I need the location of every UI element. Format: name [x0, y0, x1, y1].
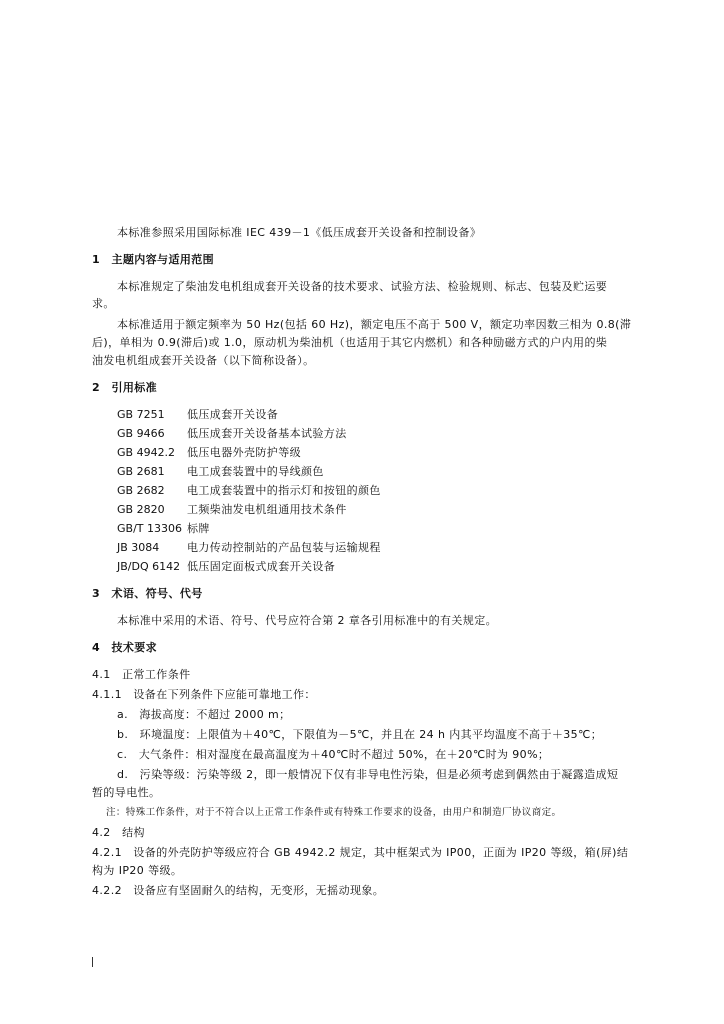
section-1-paragraph-1-line-1: 本标准规定了柴油发电机组成套开关设备的技术要求、试验方法、检验规则、标志、包装及贮运要 [117, 280, 608, 293]
condition-b: b. 环境温度：上限值为＋40℃，下限值为－5℃，并且在 24 h 内其平均温度不高于＋35℃； [117, 728, 603, 741]
section-1-paragraph-2-line-3: 油发电机组成套开关设备（以下简称设备）。 [92, 354, 315, 367]
reference-title: 标牌 [187, 522, 210, 535]
reference-title: 低压电器外壳防护等级 [187, 446, 301, 459]
reference-code: GB 7251 [117, 408, 165, 421]
reference-title: 低压固定面板式成套开关设备 [187, 560, 336, 573]
note-text: 注：特殊工作条件，对于不符合以上正常工作条件或有特殊工作要求的设备，由用户和制造厂协议商定。 [106, 807, 562, 818]
section-1-paragraph-2-line-2: 后)，单相为 0.9(滞后)或 1.0，原动机为柴油机（也适用于其它内燃机）和各种励磁方式的户内用的柴 [92, 336, 608, 349]
reference-code: GB 4942.2 [117, 446, 176, 459]
section-1-heading: 1 主题内容与适用范围 [92, 253, 215, 266]
condition-d-line-1: d. 污染等级：污染等级 2，即一般情况下仅有非导电性污染，但是必须考虑到偶然由于凝露造成短 [117, 768, 619, 781]
reference-title: 工频柴油发电机组通用技术条件 [187, 503, 347, 516]
reference-code: GB 2681 [117, 465, 165, 478]
section-1-paragraph-1-line-2: 求。 [92, 297, 115, 310]
clause-4-2-1-line-1: 4.2.1 设备的外壳防护等级应符合 GB 4942.2 规定，其中框架式为 IP00，正面为 IP20 等级，箱(屏)结 [92, 846, 629, 859]
condition-a: a. 海拔高度：不超过 2000 m； [117, 708, 291, 721]
subsection-4-2-heading: 4.2 结构 [92, 826, 145, 839]
reference-title: 电工成套装置中的导线颜色 [187, 465, 324, 478]
reference-code: JB 3084 [117, 541, 160, 554]
clause-4-2-1-line-2: 构为 IP20 等级。 [92, 864, 183, 877]
reference-code: GB 9466 [117, 427, 165, 440]
section-1-paragraph-2-line-1: 本标准适用于额定频率为 50 Hz(包括 60 Hz)，额定电压不高于 500 V，额定功率因数三相为 0.8(滞 [117, 318, 632, 331]
reference-code: GB 2682 [117, 484, 165, 497]
subsection-4-1-heading: 4.1 正常工作条件 [92, 668, 191, 681]
reference-code: JB/DQ 6142 [117, 560, 181, 573]
section-3-paragraph: 本标准中采用的术语、符号、代号应符合第 2 章各引用标准中的有关规定。 [117, 614, 497, 627]
reference-code: GB/T 13306 [117, 522, 182, 535]
condition-d-line-2: 暂的导电性。 [92, 786, 161, 799]
reference-title: 低压成套开关设备 [187, 408, 279, 421]
condition-c: c. 大气条件：相对湿度在最高温度为＋40℃时不超过 50%，在＋20℃时为 90%； [117, 748, 550, 761]
reference-title: 电力传动控制站的产品包装与运输规程 [187, 541, 381, 554]
section-2-heading: 2 引用标准 [92, 381, 158, 394]
section-4-heading: 4 技术要求 [92, 641, 158, 654]
clause-4-2-2: 4.2.2 设备应有坚固耐久的结构，无变形，无摇动现象。 [92, 884, 385, 897]
reference-title: 低压成套开关设备基本试验方法 [187, 427, 347, 440]
reference-title: 电工成套装置中的指示灯和按钮的颜色 [187, 484, 381, 497]
reference-code: GB 2820 [117, 503, 165, 516]
clause-4-1-1: 4.1.1 设备在下列条件下应能可靠地工作： [92, 688, 316, 701]
intro-text: 本标准参照采用国际标准 IEC 439－1《低压成套开关设备和控制设备》 [117, 226, 482, 239]
section-3-heading: 3 术语、符号、代号 [92, 587, 203, 600]
margin-mark [92, 957, 93, 967]
